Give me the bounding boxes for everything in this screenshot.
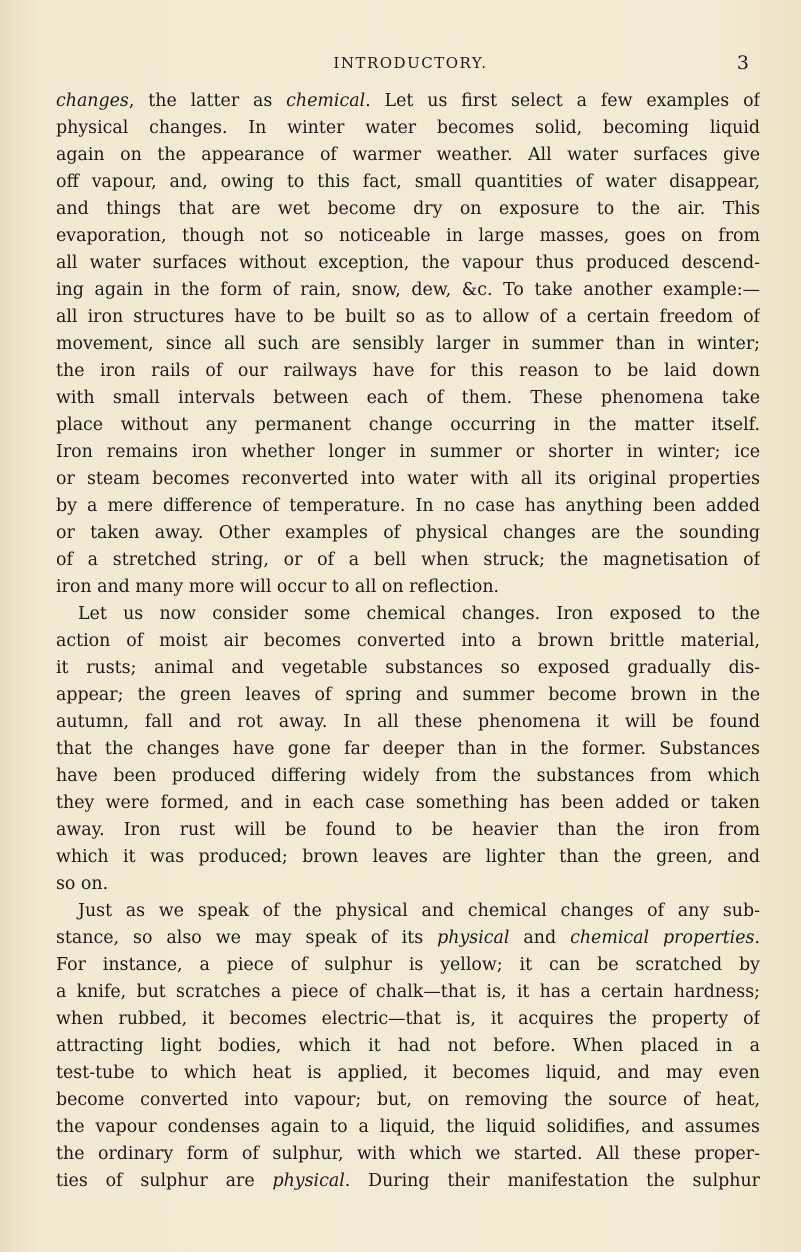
- text-line: the ordinary form of sulphur, with which we started. All these proper-: [56, 1144, 760, 1164]
- text-line: the vapour condenses again to a liquid, the liquid solidifies, and assumes: [56, 1117, 760, 1137]
- text-line: all water surfaces without exception, the vapour thus produced descend-: [56, 253, 760, 273]
- text-line: iron and many more will occur to all on reflection.: [56, 577, 500, 597]
- text-line: Just as we speak of the physical and chemical changes of any sub-: [78, 901, 760, 921]
- text-line: physical changes. In winter water becomes solid, becoming liquid: [56, 118, 760, 138]
- text-line: place without any permanent change occurring in the matter itself.: [56, 415, 760, 435]
- text-line: ing again in the form of rain, snow, dew, &c. To take another example:—: [56, 280, 760, 300]
- text-line: For instance, a piece of sulphur is yellow; it can be scratched by: [56, 955, 760, 975]
- text-line: Iron remains iron whether longer in summer or shorter in winter; ice: [56, 442, 760, 462]
- text-line: all iron structures have to be built so as to allow of a certain freedom of: [56, 307, 760, 327]
- text-line: become converted into vapour; but, on removing the source of heat,: [56, 1090, 760, 1110]
- text-line: attracting light bodies, which it had not before. When placed in a: [56, 1036, 760, 1056]
- text-line: again on the appearance of warmer weather. All water surfaces give: [56, 145, 760, 165]
- text-line: action of moist air becomes converted into a brown brittle material,: [56, 631, 760, 651]
- text-line: autumn, fall and rot away. In all these phenomena it will be found: [56, 712, 760, 732]
- italic-term: chemical: [286, 91, 366, 111]
- page-header: [0, 52, 801, 76]
- text-line: stance, so also we may speak of its physical and chemical properties.: [56, 928, 760, 948]
- text-line: away. Iron rust will be found to be heavier than the iron from: [56, 820, 760, 840]
- text-line: they were formed, and in each case something has been added or taken: [56, 793, 760, 813]
- text-line: which it was produced; brown leaves are lighter than the green, and: [56, 847, 760, 867]
- text-line: of a stretched string, or of a bell when struck; the magnetisation of: [56, 550, 760, 570]
- text-line: so on.: [56, 874, 109, 894]
- text-line: and things that are wet become dry on exposure to the air. This: [56, 199, 760, 219]
- text-line: or steam becomes reconverted into water with all its original properties: [56, 469, 760, 489]
- text-line: it rusts; animal and vegetable substances so exposed gradually dis-: [56, 658, 760, 678]
- body-text: [56, 88, 760, 1195]
- text-line: test-tube to which heat is applied, it becomes liquid, and may even: [56, 1063, 760, 1083]
- italic-term: changes: [56, 91, 129, 111]
- text-line: when rubbed, it becomes electric—that is, it acquires the property of: [56, 1009, 760, 1029]
- italic-term: chemical properties: [570, 928, 755, 948]
- text-line: evaporation, though not so noticeable in large masses, goes on from: [56, 226, 760, 246]
- text-line: the iron rails of our railways have for this reason to be laid down: [56, 361, 760, 381]
- text-line: that the changes have gone far deeper than in the former. Substances: [56, 739, 760, 759]
- text-line: movement, since all such are sensibly larger in summer than in winter;: [56, 334, 760, 354]
- running-head: INTRODUCTORY.: [333, 54, 488, 72]
- text-line: or taken away. Other examples of physical changes are the sounding: [56, 523, 760, 543]
- text-line: with small intervals between each of them. These phenomena take: [56, 388, 760, 408]
- text-line: have been produced differing widely from the substances from which: [56, 766, 760, 786]
- text-line: ties of sulphur are physical. During their manifestation the sulphur: [56, 1171, 760, 1191]
- text-line: a knife, but scratches a piece of chalk—that is, it has a certain hardness;: [56, 982, 760, 1002]
- italic-term: physical: [437, 928, 510, 948]
- text-line: off vapour, and, owing to this fact, small quantities of water disappear,: [56, 172, 760, 192]
- text-line: Let us now consider some chemical changes. Iron exposed to the: [78, 604, 760, 624]
- italic-term: physical: [272, 1171, 345, 1191]
- text-line: by a mere difference of temperature. In no case has anything been added: [56, 496, 760, 516]
- page-number: 3: [736, 52, 749, 74]
- text-line: changes, the latter as chemical. Let us first select a few examples of: [56, 91, 760, 111]
- text-line: appear; the green leaves of spring and summer become brown in the: [56, 685, 760, 705]
